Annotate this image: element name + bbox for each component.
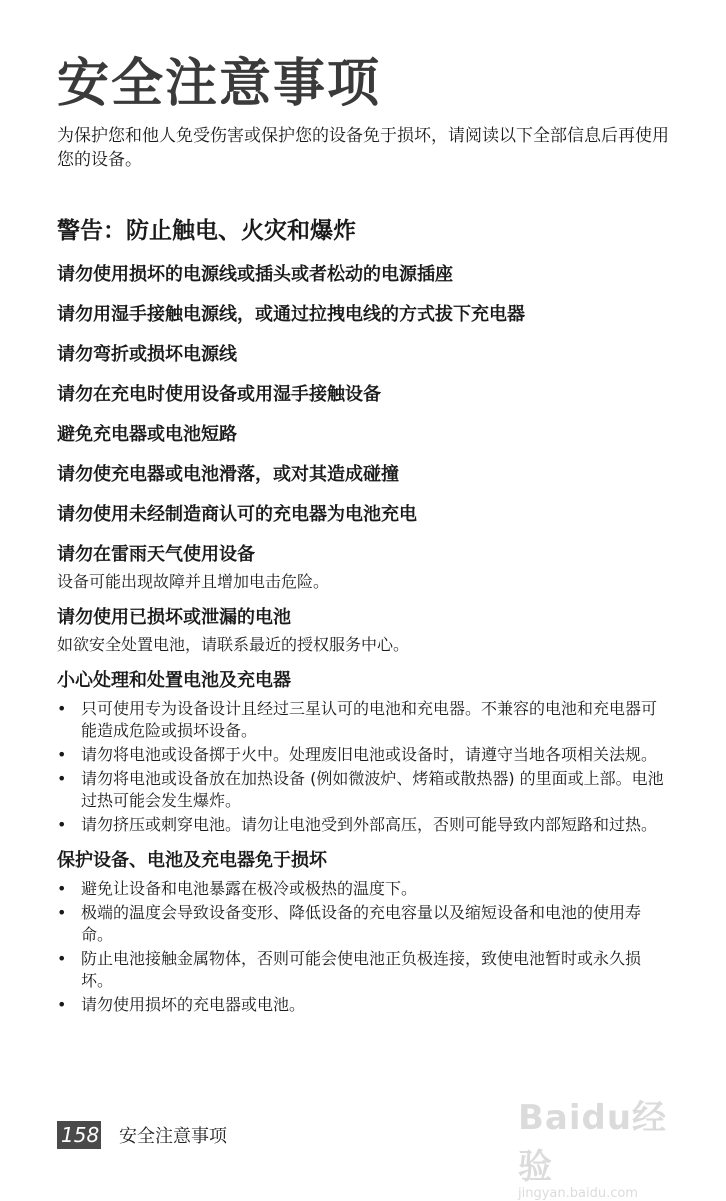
damaged-battery-desc: 如欲安全处置电池，请联系最近的授权服务中心。 xyxy=(57,635,410,654)
thunder-heading: 请勿在雷雨天气使用设备 xyxy=(57,544,255,565)
list-item: • 极端的温度会导致设备变形、降低设备的充电容量以及缩短设备和电池的使用寿命。 xyxy=(57,903,642,944)
warning-list xyxy=(57,262,677,1028)
handling-list xyxy=(57,698,677,836)
bullet-icon: • xyxy=(57,879,67,898)
list-item: • 请勿挤压或刺穿电池。请勿让电池受到外部高压，否则可能导致内部短路和过热。 xyxy=(57,815,658,834)
list-item: • 请勿将电池或设备放在加热设备 (例如微波炉、烤箱或散热器) 的里面或上部。电池过热可能会发生爆炸。 xyxy=(57,769,664,810)
list-item: • 请勿将电池或设备掷于火中。处理废旧电池或设备时，请遵守当地各项相关法规。 xyxy=(57,745,658,764)
section-heading: 警告：防止触电、火灾和爆炸 xyxy=(57,218,356,244)
warning-item: 请勿使用未经制造商认可的充电器为电池充电 xyxy=(57,504,417,525)
damaged-battery-heading: 请勿使用已损坏或泄漏的电池 xyxy=(57,607,291,628)
watermark-brand: Baidu经验 xyxy=(518,1098,668,1187)
list-item: • 防止电池接触金属物体，否则可能会使电池正负极连接，致使电池暂时或永久损坏。 xyxy=(57,949,642,990)
baidu-watermark xyxy=(518,1090,698,1201)
page-title: 安全注意事项 xyxy=(57,54,382,114)
warning-item: 避免充电器或电池短路 xyxy=(57,424,237,445)
warning-item: 请勿使用损坏的电源线或插头或者松动的电源插座 xyxy=(57,264,453,285)
protect-heading: 保护设备、电池及充电器免于损坏 xyxy=(57,850,327,871)
watermark-url: jingyan.baidu.com xyxy=(518,1186,638,1201)
bullet-icon: • xyxy=(57,769,67,788)
handling-heading: 小心处理和处置电池及充电器 xyxy=(57,670,291,691)
protect-list xyxy=(57,878,677,1016)
warning-item: 请勿弯折或损坏电源线 xyxy=(57,344,237,365)
page-footer xyxy=(57,1120,227,1150)
bullet-icon: • xyxy=(57,745,67,764)
warning-item: 请勿用湿手接触电源线，或通过拉拽电线的方式拔下充电器 xyxy=(57,304,525,325)
list-item: • 只可使用专为设备设计且经过三星认可的电池和充电器。不兼容的电池和充电器可能造成危险或损坏设备。 xyxy=(57,699,658,740)
bullet-icon: • xyxy=(57,949,67,968)
thunder-desc: 设备可能出现故障并且增加电击危险。 xyxy=(57,572,330,591)
footer-title: 安全注意事项 xyxy=(119,1126,227,1147)
bullet-icon: • xyxy=(57,815,67,834)
bullet-icon: • xyxy=(57,995,67,1014)
bullet-icon: • xyxy=(57,903,67,922)
list-item: • 请勿使用损坏的充电器或电池。 xyxy=(57,995,306,1014)
warning-item: 请勿在充电时使用设备或用湿手接触设备 xyxy=(57,384,381,405)
warning-item: 请勿使充电器或电池滑落，或对其造成碰撞 xyxy=(57,464,399,485)
intro-paragraph: 为保护您和他人免受伤害或保护您的设备免于损坏，请阅读以下全部信息后再使用您的设备。 xyxy=(57,126,669,170)
list-item: • 避免让设备和电池暴露在极冷或极热的温度下。 xyxy=(57,879,418,898)
bullet-icon: • xyxy=(57,699,67,718)
page-number: 158 xyxy=(57,1121,101,1149)
